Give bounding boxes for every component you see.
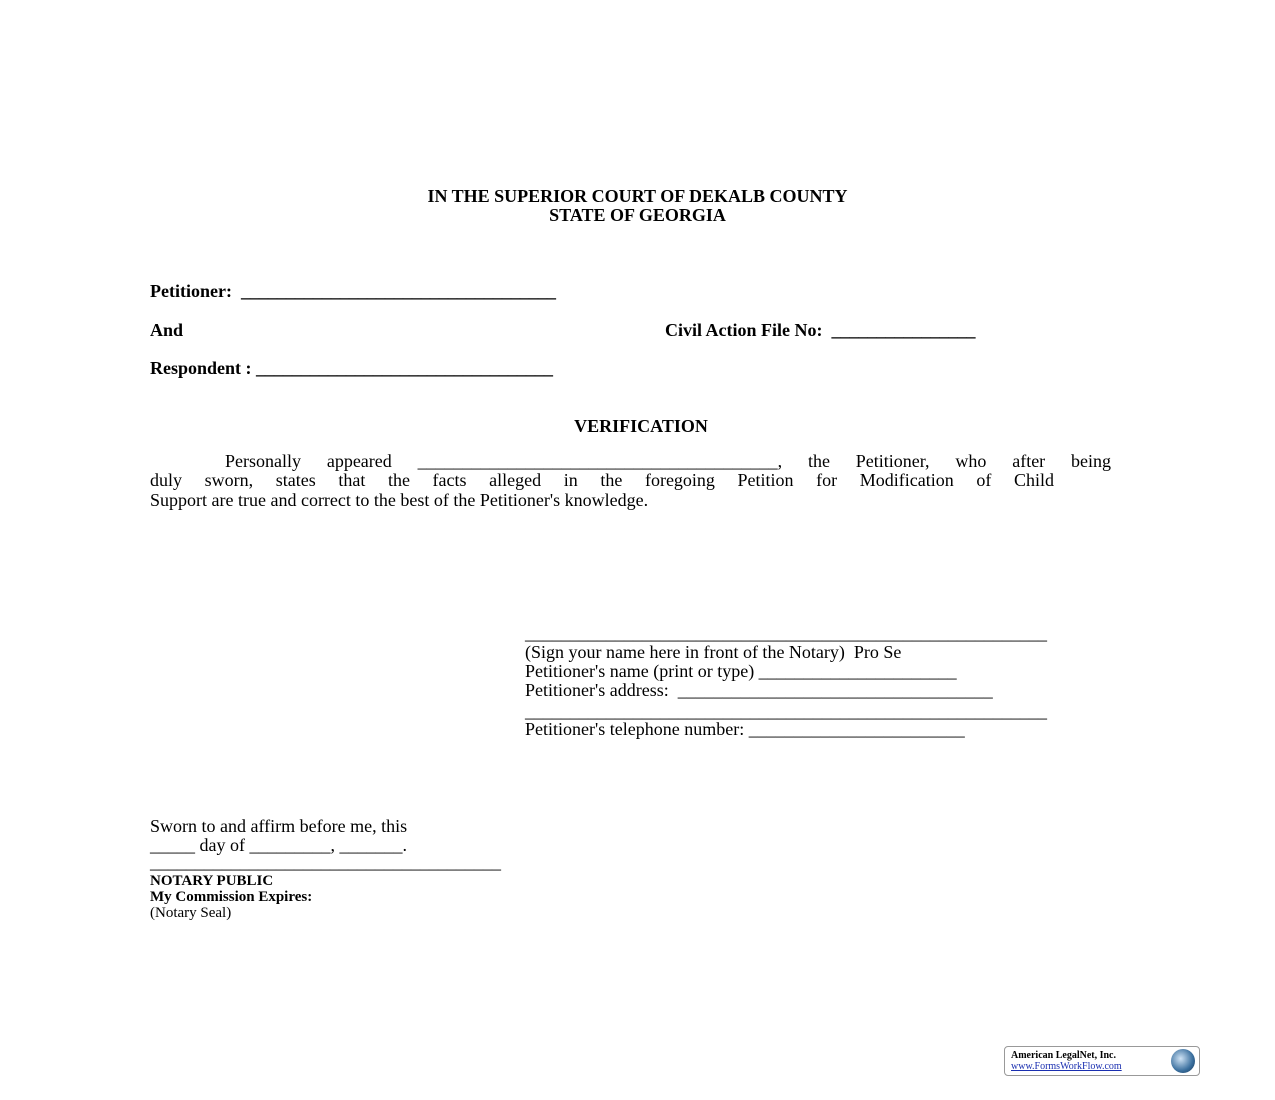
body-line-3: Support are true and correct to the best of the Petitioner's knowledge. xyxy=(150,490,649,510)
logo-url-link[interactable]: www.FormsWorkFlow.com xyxy=(1011,1061,1122,1072)
address-line-2: __________________________________________________________ xyxy=(525,701,1047,721)
sworn-text: Sworn to and affirm before me, this xyxy=(150,816,408,836)
respondent-field: Respondent : _________________________________ xyxy=(150,358,554,378)
notary-seal-label: (Notary Seal) xyxy=(150,905,232,921)
signature-line: __________________________________________________________ xyxy=(525,623,1047,643)
petitioner-phone-field: Petitioner's telephone number: ________________________ xyxy=(525,719,965,739)
notary-signature-line: _______________________________________ xyxy=(150,852,501,872)
commission-expires-label: My Commission Expires: xyxy=(150,889,313,905)
body-line-2: duly sworn, states that the facts alleged in the foregoing Petition for Modification of Child xyxy=(150,470,1054,490)
american-legalnet-logo xyxy=(1004,1046,1200,1076)
and-label: And xyxy=(150,320,184,340)
globe-icon xyxy=(1171,1049,1195,1073)
civil-action-field: Civil Action File No: ________________ xyxy=(665,320,976,340)
notary-public-label: NOTARY PUBLIC xyxy=(150,873,274,889)
petitioner-address-field: Petitioner's address: ___________________________________ xyxy=(525,680,993,700)
logo-company: American LegalNet, Inc. xyxy=(1011,1050,1116,1061)
petitioner-field: Petitioner: ___________________________________ xyxy=(150,281,556,301)
state-heading: STATE OF GEORGIA xyxy=(549,205,726,225)
body-line-1: Personally appeared ________________________________________, the Petitioner, who after being xyxy=(225,451,1111,471)
sworn-date: _____ day of _________, _______. xyxy=(150,835,407,855)
petitioner-name-field: Petitioner's name (print or type) ______________________ xyxy=(525,661,957,681)
verification-title: VERIFICATION xyxy=(574,416,708,436)
court-heading: IN THE SUPERIOR COURT OF DEKALB COUNTY xyxy=(427,186,848,206)
signature-label: (Sign your name here in front of the Notary) Pro Se xyxy=(525,642,902,662)
